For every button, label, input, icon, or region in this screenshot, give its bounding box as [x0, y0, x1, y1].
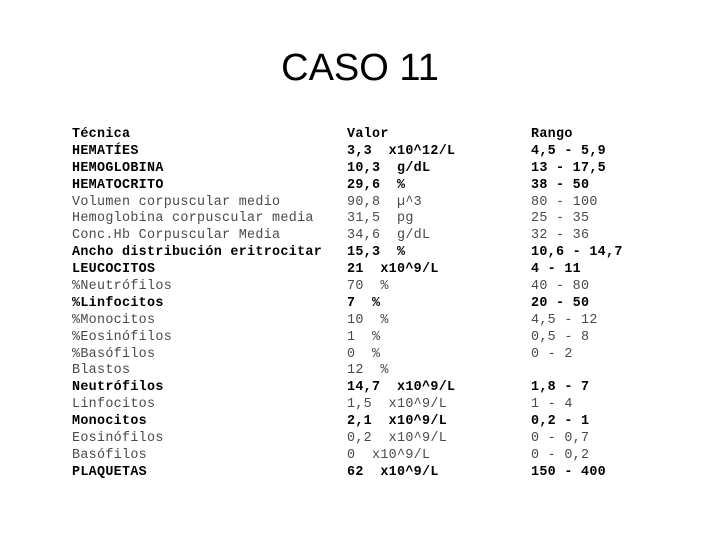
- table-row: [72, 211, 652, 228]
- table-row: [72, 144, 652, 161]
- table-row: [72, 161, 652, 178]
- table-row: [72, 431, 652, 448]
- table-body: [72, 144, 652, 482]
- cell-rango: 150 - 400: [531, 464, 607, 480]
- table-row: [72, 279, 652, 296]
- cell-tecnica: HEMATÍES: [72, 143, 139, 159]
- slide-title: CASO 11: [281, 47, 439, 89]
- cell-rango: 4,5 - 5,9: [531, 143, 607, 159]
- table-row: [72, 397, 652, 414]
- table-row: [72, 465, 652, 482]
- cell-tecnica: Monocitos: [72, 414, 148, 430]
- cell-tecnica: Conc.Hb Corpuscular Media: [72, 228, 281, 244]
- cell-rango: 0 - 2: [531, 346, 573, 362]
- cell-rango: 0,2 - 1: [531, 414, 590, 430]
- cell-rango: 1,8 - 7: [531, 380, 590, 396]
- cell-tecnica: %Basófilos: [72, 346, 156, 362]
- cell-tecnica: LEUCOCITOS: [72, 262, 156, 278]
- cell-tecnica: HEMOGLOBINA: [72, 160, 164, 176]
- cell-rango: 38 - 50: [531, 177, 590, 193]
- cell-rango: 40 - 80: [531, 279, 590, 295]
- cell-rango: 4,5 - 12: [531, 312, 598, 328]
- table-row: [72, 380, 652, 397]
- cell-tecnica: Hemoglobina corpuscular media: [72, 211, 314, 227]
- cell-rango: 32 - 36: [531, 228, 590, 244]
- cell-valor: 70 %: [347, 279, 389, 295]
- cell-tecnica: Eosinófilos: [72, 431, 164, 447]
- cell-tecnica: Ancho distribución eritrocitar: [72, 245, 323, 261]
- cell-tecnica: HEMATOCRITO: [72, 177, 164, 193]
- cell-rango: 0 - 0,7: [531, 431, 590, 447]
- lab-results-table: [72, 127, 652, 482]
- cell-rango: 4 - 11: [531, 262, 582, 278]
- table-row: [72, 296, 652, 313]
- cell-tecnica: PLAQUETAS: [72, 464, 148, 480]
- cell-valor: 1,5 x10^9/L: [347, 397, 448, 413]
- cell-valor: 62 x10^9/L: [347, 464, 439, 480]
- cell-tecnica: Blastos: [72, 363, 131, 379]
- header-tecnica: Técnica: [72, 127, 131, 142]
- cell-valor: 1 %: [347, 329, 381, 345]
- cell-tecnica: %Eosinófilos: [72, 329, 173, 345]
- cell-valor: 2,1 x10^9/L: [347, 414, 448, 430]
- cell-tecnica: Neutrófilos: [72, 380, 164, 396]
- cell-rango: 0,5 - 8: [531, 329, 590, 345]
- cell-rango: 20 - 50: [531, 295, 590, 311]
- cell-valor: 3,3 x10^12/L: [347, 143, 456, 159]
- header-valor: Valor: [347, 127, 389, 142]
- table-row: [72, 313, 652, 330]
- cell-valor: 34,6 g/dL: [347, 228, 431, 244]
- cell-rango: 25 - 35: [531, 211, 590, 227]
- cell-valor: 29,6 %: [347, 177, 406, 193]
- cell-tecnica: %Neutrófilos: [72, 279, 173, 295]
- table-row: [72, 414, 652, 431]
- cell-valor: 21 x10^9/L: [347, 262, 439, 278]
- header-rango: Rango: [531, 127, 573, 142]
- cell-valor: 10,3 g/dL: [347, 160, 431, 176]
- cell-tecnica: Volumen corpuscular medio: [72, 194, 281, 210]
- table-row: [72, 330, 652, 347]
- table-row: [72, 245, 652, 262]
- table-header: [72, 127, 652, 144]
- cell-valor: 31,5 pg: [347, 211, 414, 227]
- table-row: [72, 178, 652, 195]
- cell-valor: 0,2 x10^9/L: [347, 431, 448, 447]
- cell-valor: 10 %: [347, 312, 389, 328]
- table-row: [72, 262, 652, 279]
- cell-rango: 1 - 4: [531, 397, 573, 413]
- cell-valor: 0 x10^9/L: [347, 447, 431, 463]
- cell-rango: 80 - 100: [531, 194, 598, 210]
- cell-rango: 10,6 - 14,7: [531, 245, 623, 261]
- cell-valor: 14,7 x10^9/L: [347, 380, 456, 396]
- cell-rango: 13 - 17,5: [531, 160, 607, 176]
- table-row: [72, 448, 652, 465]
- table-row: [72, 195, 652, 212]
- table-row: [72, 228, 652, 245]
- cell-valor: 90,8 µ^3: [347, 194, 423, 210]
- cell-rango: 0 - 0,2: [531, 447, 590, 463]
- cell-valor: 7 %: [347, 295, 381, 311]
- table-row: [72, 347, 652, 364]
- cell-valor: 0 %: [347, 346, 381, 362]
- cell-tecnica: Linfocitos: [72, 397, 156, 413]
- cell-tecnica: %Monocitos: [72, 312, 156, 328]
- table-row: [72, 363, 652, 380]
- cell-tecnica: Basófilos: [72, 447, 148, 463]
- cell-tecnica: %Linfocitos: [72, 295, 164, 311]
- cell-valor: 12 %: [347, 363, 389, 379]
- cell-valor: 15,3 %: [347, 245, 406, 261]
